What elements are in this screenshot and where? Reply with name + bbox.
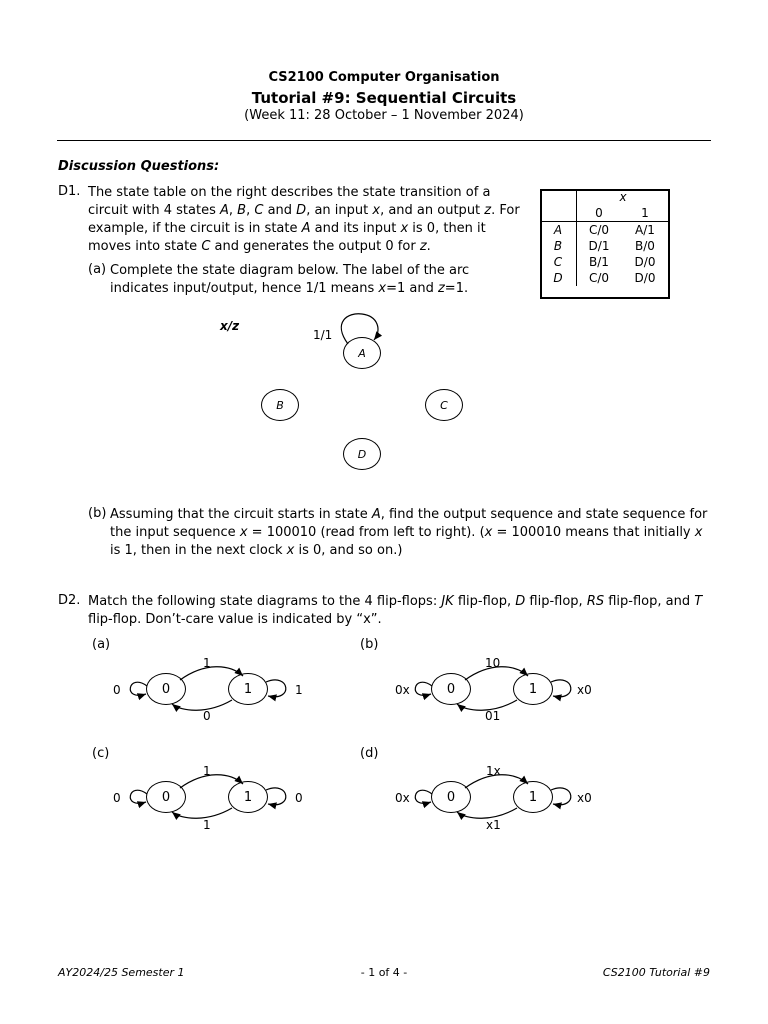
- diagram-a-top-arc-label: 1: [203, 656, 211, 670]
- diagram-b-state-1: 1: [513, 673, 553, 705]
- diagram-b-left-loop-label: 0x: [395, 683, 410, 697]
- part-b-text: Assuming that the circuit starts in state A, find the output sequence and state sequence for the input sequence x = 100010 (read from left to right). (x = 100010 means that initially x is 1, then in the next clock x is 0, and so on.): [110, 507, 708, 558]
- diagram-d-state-0: 0: [431, 781, 471, 813]
- table-state: D: [540, 270, 577, 286]
- diagram-b-bottom-arc-label: 01: [485, 709, 501, 723]
- arc-a-bottom: [172, 700, 232, 710]
- diagram-c-left-loop-label: 0: [113, 791, 121, 805]
- table-state: C: [540, 254, 577, 270]
- question-d2-text: Match the following state diagrams to the 4 flip-flops: JK flip-flop, D flip-flop, RS flip-flop, and T flip-flop. Don’t-care value is indicated by “x”.: [88, 594, 703, 627]
- week-subtitle: (Week 11: 28 October – 1 November 2024): [244, 108, 524, 123]
- table-cell: D/1: [588, 239, 610, 253]
- diagram-c-state-1: 1: [228, 781, 268, 813]
- section-heading: Discussion Questions:: [58, 159, 220, 174]
- loop-c-right: [266, 788, 286, 805]
- table-state: B: [540, 238, 577, 254]
- self-loop-label: 1/1: [313, 328, 333, 342]
- table-cell: D/0: [634, 255, 656, 269]
- diagram-b-top-arc-label: 10: [485, 656, 501, 670]
- part-a-label: (a): [88, 262, 107, 277]
- diagram-legend: x/z: [220, 319, 240, 333]
- loop-b-left: [415, 682, 432, 695]
- page-title: Tutorial #9: Sequential Circuits: [251, 89, 517, 107]
- footer-page-number: - 1 of 4 -: [360, 966, 408, 979]
- diagram-c-bottom-arc-label: 1: [203, 818, 211, 832]
- table-col-header: 1: [621, 205, 669, 222]
- table-cell: B/1: [589, 255, 609, 269]
- loop-b-right: [551, 680, 571, 697]
- footer-semester: AY2024/25 Semester 1: [58, 966, 185, 979]
- table-cell: C/0: [588, 271, 610, 285]
- table-input-header: x: [619, 190, 627, 204]
- state-node-a: A: [343, 337, 381, 369]
- table-cell: B/0: [635, 239, 655, 253]
- diagram-d-left-loop-label: 0x: [395, 791, 410, 805]
- state-node-c: C: [425, 389, 463, 421]
- diagram-b-state-0: 0: [431, 673, 471, 705]
- footer-course-tutorial: CS2100 Tutorial #9: [602, 966, 710, 979]
- arc-d-bottom: [457, 808, 517, 818]
- table-state: A: [540, 222, 577, 239]
- diagram-d-right-loop-label: x0: [577, 791, 592, 805]
- course-title: CS2100 Computer Organisation: [268, 70, 500, 85]
- diagram-d-bottom-arc-label: x1: [486, 818, 501, 832]
- table-col-header: 0: [577, 205, 622, 222]
- diagram-c-right-loop-label: 0: [295, 791, 303, 805]
- diagram-a-label: (a): [92, 637, 111, 652]
- diagram-a-state-1: 1: [228, 673, 268, 705]
- diagram-c-top-arc-label: 1: [203, 764, 211, 778]
- question-d1-text: The state table on the right describes the state transition of a circuit with 4 states A, B, C and D, an input x, and an output z. For example, if the circuit is in state A and its input x is 0, then it moves into state C and generates the output 0 for z.: [88, 185, 520, 254]
- diagram-a-bottom-arc-label: 0: [203, 709, 211, 723]
- diagram-d-label: (d): [360, 746, 379, 761]
- question-number-d2: D2.: [58, 593, 81, 608]
- diagram-d-state-1: 1: [513, 781, 553, 813]
- table-cell: A/1: [635, 223, 655, 237]
- diagram-d-top-arc-label: 1x: [486, 764, 501, 778]
- diagram-c-state-0: 0: [146, 781, 186, 813]
- part-a-text: Complete the state diagram below. The label of the arc indicates input/output, hence 1/1 means x=1 and z=1.: [110, 263, 470, 296]
- table-cell: D/0: [634, 271, 656, 285]
- loop-a-right: [266, 680, 286, 697]
- state-node-d: D: [343, 438, 381, 470]
- loop-c-left: [130, 790, 147, 803]
- loop-a-left: [130, 682, 147, 695]
- diagram-c-label: (c): [92, 746, 110, 761]
- table-cell: C/0: [588, 223, 610, 237]
- loop-d-right: [551, 788, 571, 805]
- diagram-b-right-loop-label: x0: [577, 683, 592, 697]
- diagram-b-label: (b): [360, 637, 379, 652]
- part-b-label: (b): [88, 506, 107, 521]
- question-number-d1: D1.: [58, 184, 81, 199]
- diagram-a-state-0: 0: [146, 673, 186, 705]
- arc-c-bottom: [172, 808, 232, 818]
- diagram-a-left-loop-label: 0: [113, 683, 121, 697]
- loop-d-left: [415, 790, 432, 803]
- diagram-a-right-loop-label: 1: [295, 683, 303, 697]
- state-node-b: B: [261, 389, 299, 421]
